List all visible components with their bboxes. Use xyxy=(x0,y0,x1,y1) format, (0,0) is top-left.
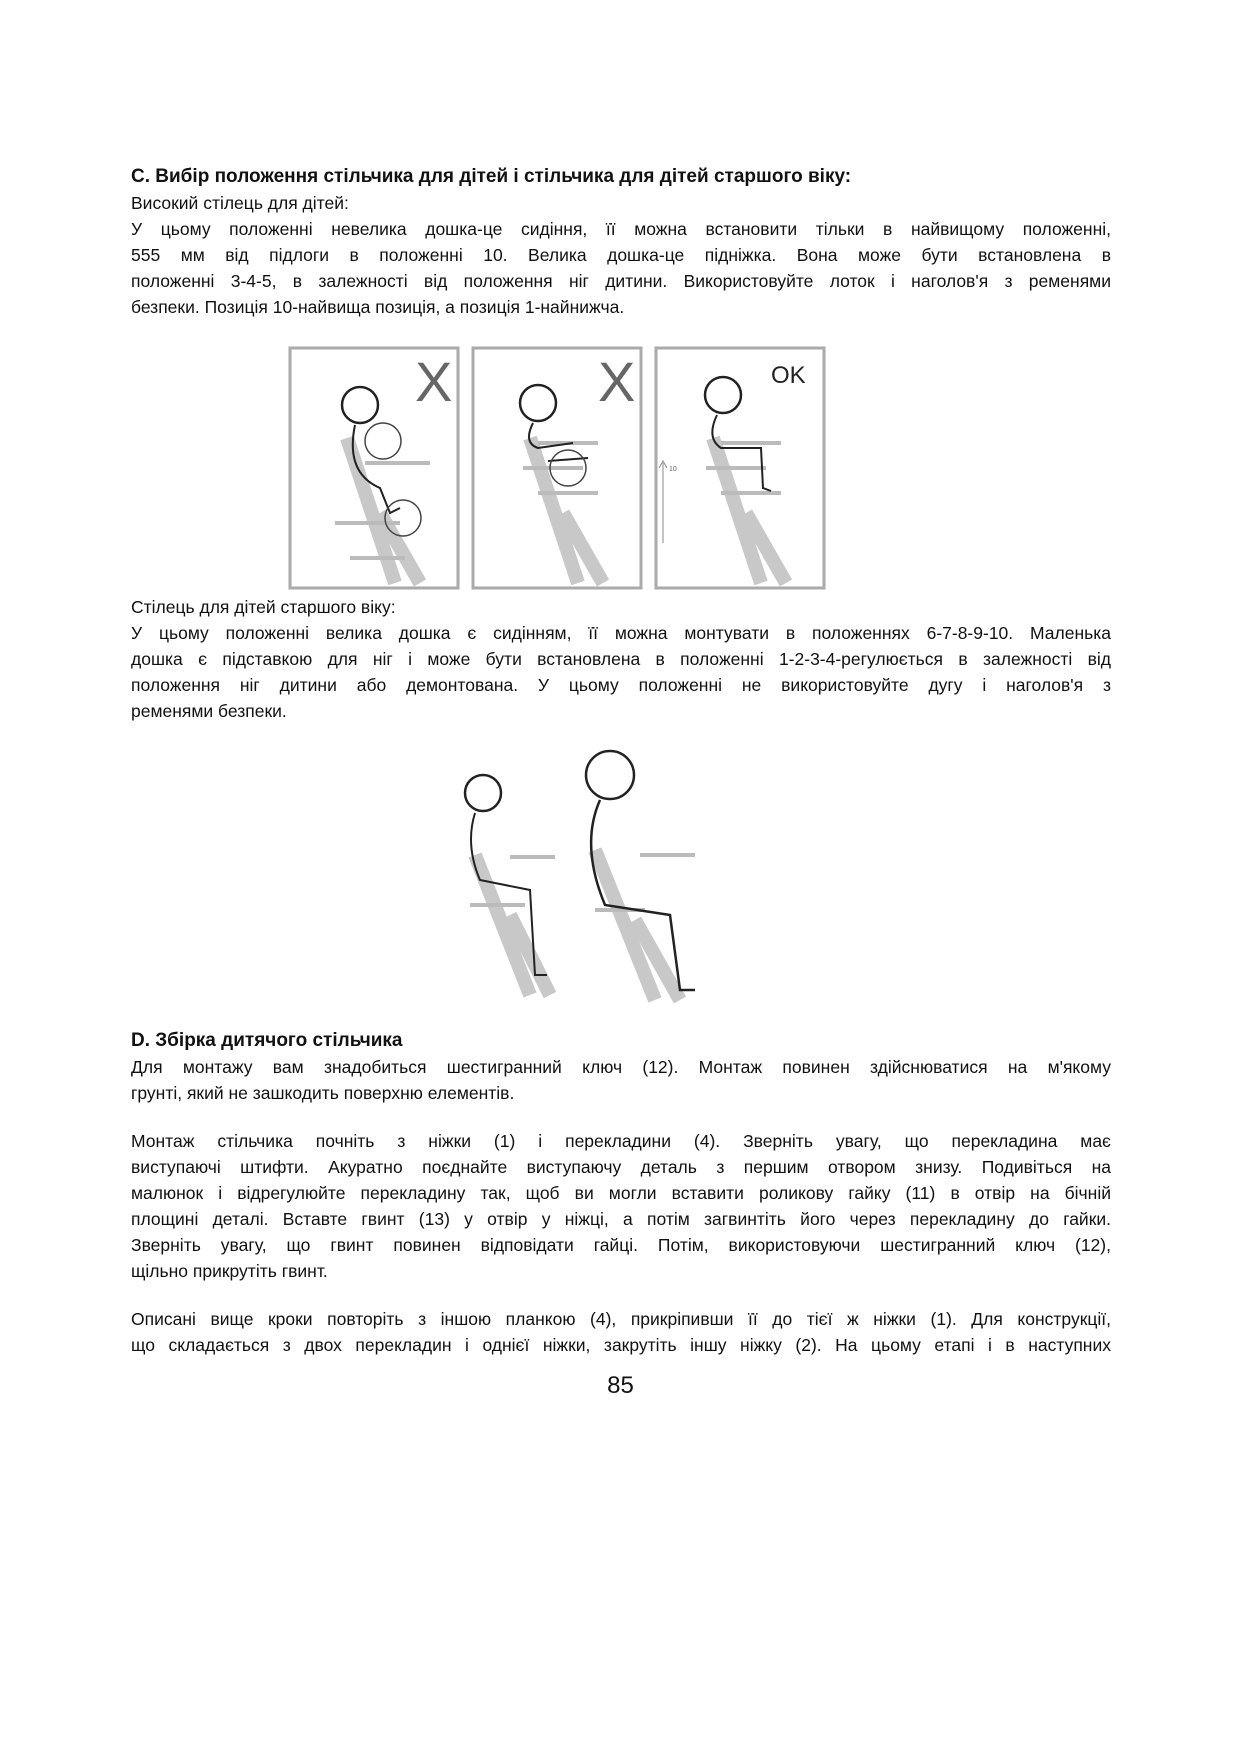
text-line: У цьому положенні невелика дошка-це сидіння, її можна встановити тільки в найвищому положенні, xyxy=(131,219,1111,239)
figure-panel-ok xyxy=(656,348,824,588)
text-line: положенні 3-4-5, в залежності від положення ніг дитини. Використовуйте лоток і наголов'я з ременями xyxy=(131,271,1111,291)
text-line: що складається з двох перекладин і однієї ніжки, закрутіть іншу ніжку (2). На цьому етапі і в наступних xyxy=(131,1335,1111,1355)
text-line: 555 мм від підлоги в положенні 10. Велика дошка-це підніжка. Вона може бути встановлена в xyxy=(131,245,1111,265)
text-line: виступаючі штифти. Акуратно поєднайте виступаючу деталь з першим отвором знизу. Подивіться на xyxy=(131,1157,1111,1177)
section-c-heading: С. Вибір положення стільчика для дітей і стільчика для дітей старшого віку: xyxy=(131,166,852,187)
section-c-older xyxy=(131,594,1111,724)
child-on-chair xyxy=(465,775,555,995)
text-line: площині деталі. Вставте гвинт (13) у отвір у ніжці, а потім загвинтіть його через перекладину до гайки. xyxy=(131,1209,1111,1229)
text-line: Описані вище кроки повторіть з іншою планкою (4), прикріпивши її до тієї ж ніжки (1). Для конструкції, xyxy=(131,1309,1111,1329)
text-line: ременями безпеки. xyxy=(131,701,287,721)
text-line: Зверніть увагу, що гвинт повинен відповідати гайці. Потім, використовуючи шестигранний ключ (12), xyxy=(131,1235,1111,1255)
text-line: Для монтажу вам знадобиться шестигранний ключ (12). Монтаж повинен здійснюватися на м'якому xyxy=(131,1057,1111,1077)
section-d-heading: D. Збірка дитячого стільчика xyxy=(131,1030,403,1051)
older-chair-figure xyxy=(455,745,715,1010)
ok-mark: OK xyxy=(771,362,806,389)
older-chair-subheading: Стілець для дітей старшого віку: xyxy=(131,597,396,617)
high-chair-subheading: Високий стілець для дітей: xyxy=(131,193,349,213)
wrong-mark-icon: X xyxy=(598,350,636,413)
text-line: У цьому положенні велика дошка є сидінням, її можна монтувати в положеннях 6-7-8-9-10. Маленька xyxy=(131,623,1111,643)
text-line: безпеки. Позиція 10-найвища позиція, а позиція 1-найнижча. xyxy=(131,297,625,317)
text-line: Монтаж стільчика почніть з ніжки (1) і перекладини (4). Зверніть увагу, що перекладина має xyxy=(131,1131,1111,1151)
adult-on-chair xyxy=(586,751,695,1000)
text-line: дошка є підставкою для ніг і може бути встановлена в положенні 1-2-3-4-регулюється в залежності від xyxy=(131,649,1111,669)
figure-panel-wrong-2 xyxy=(473,348,641,588)
section-c xyxy=(131,164,1111,320)
height-label: 10 xyxy=(669,466,677,473)
text-line: грунті, який не зашкодить поверхню елементів. xyxy=(131,1083,515,1103)
page-number: 85 xyxy=(607,1372,634,1399)
high-chair-position-figures xyxy=(285,343,845,593)
section-d xyxy=(131,1028,1111,1358)
text-line: щільно прикрутіть гвинт. xyxy=(131,1261,328,1281)
text-line: малюнок і відрегулюйте перекладину так, щоб ви могли вставити роликову гайку (11) в отвір на бічній xyxy=(131,1183,1111,1203)
figure-panel-wrong-1 xyxy=(290,348,458,588)
text-line: положення ніг дитини або демонтована. У цьому положенні не використовуйте дугу і наголов'я з xyxy=(131,675,1111,695)
wrong-mark-icon: X xyxy=(415,350,453,413)
